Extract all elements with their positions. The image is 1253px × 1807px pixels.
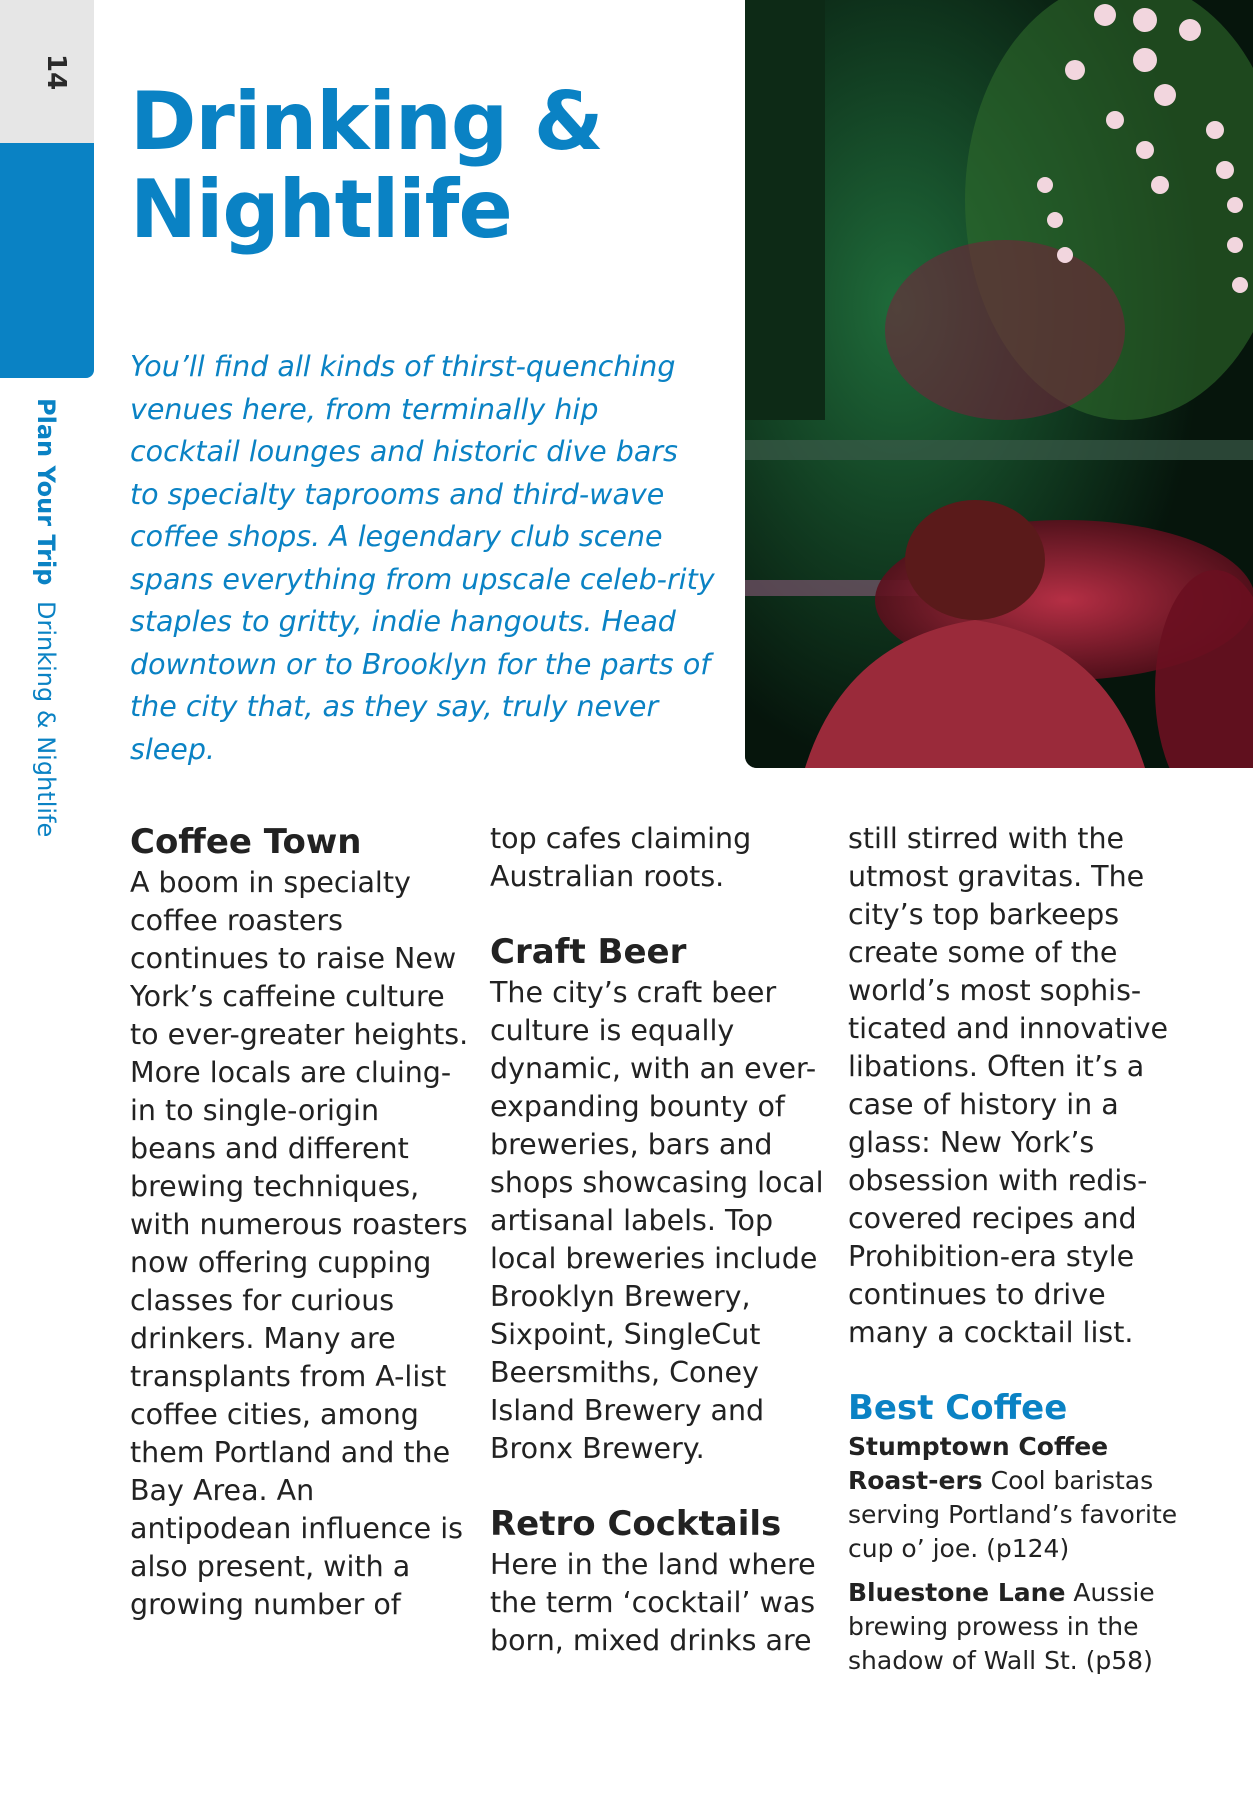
page-number: 14 xyxy=(41,54,71,91)
best-coffee-item-name: Stumptown Coffee Roast-ers xyxy=(848,1432,1109,1495)
running-head-section: Plan Your Trip xyxy=(32,398,60,586)
page-title-line1: Drinking & xyxy=(130,75,603,168)
craft-beer-heading: Craft Beer xyxy=(490,932,687,972)
retro-cocktails-body-continued: still stirred with the utmost gravitas. The city’s top barkeeps create some of the world’s most sophis-ticated and innovative libations. Often it’s a case of history in a glass: New York’s obsession with redis-covered recipes and Prohibition-era style continues to drive many a cocktail list. xyxy=(848,822,1169,1349)
best-coffee-item-desc: Cool baristas serving Portland’s favorite cup o’ joe. (p124) xyxy=(848,1466,1178,1563)
coffee-town-heading: Coffee Town xyxy=(130,822,362,862)
craft-beer-body: The city’s craft beer culture is equally dynamic, with an ever-expanding bounty of breweries, bars and shops showcasing local artisanal labels. Top local breweries include Brooklyn Brewery, Sixpoint, SingleCut Beersmiths, Coney Island Brewery and Bronx Brewery. xyxy=(490,976,824,1465)
best-coffee-item-desc: Aussie brewing prowess in the shadow of Wall St. (p58) xyxy=(848,1578,1155,1675)
coffee-town-body-continued: top cafes claiming Australian roots. xyxy=(490,822,752,893)
best-coffee-item xyxy=(848,1576,1188,1678)
intro-paragraph: You’ll find all kinds of thirst-quenching venues here, from terminally hip cocktail lounges and historic dive bars to specialty taprooms and third-wave coffee shops. A legendary club scene spans everything from upscale celeb-rity staples to gritty, indie hangouts. Head downtown or to Brooklyn for the parts of the city that, as they say, truly never sleep. xyxy=(130,350,715,766)
chapter-color-tab xyxy=(0,143,94,378)
page-title-line2: Nightlife xyxy=(130,163,512,256)
page-title xyxy=(130,75,730,256)
best-coffee-heading: Best Coffee xyxy=(848,1388,1068,1428)
column-1 xyxy=(130,820,470,1624)
column-3 xyxy=(848,820,1188,1688)
running-head-chapter: Drinking & Nightlife xyxy=(32,601,60,838)
bar-photo-image xyxy=(745,0,1253,768)
coffee-town-body: A boom in specialty coffee roasters continues to raise New York’s caffeine culture to ever-greater heights. More locals are cluing-in to single-origin beans and different brewing techniques, with numerous roasters now offering cupping classes for curious drinkers. Many are transplants from A-list coffee cities, among them Portland and the Bay Area. An antipodean influence is also present, with a growing number of xyxy=(130,866,469,1621)
running-head xyxy=(32,398,60,837)
best-coffee-item-name: Bluestone Lane xyxy=(848,1578,1066,1607)
column-2 xyxy=(490,820,830,1660)
best-coffee-list xyxy=(848,1430,1188,1678)
best-coffee-item xyxy=(848,1430,1188,1566)
retro-cocktails-heading: Retro Cocktails xyxy=(490,1504,782,1544)
bar-photo xyxy=(745,0,1253,768)
retro-cocktails-body: Here in the land where the term ‘cocktail’ was born, mixed drinks are xyxy=(490,1548,816,1657)
